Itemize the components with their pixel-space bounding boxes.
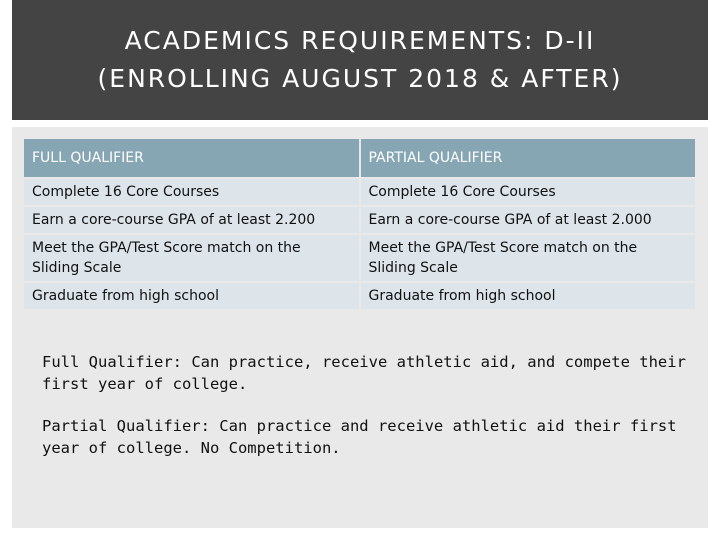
table-row: [24, 207, 695, 233]
slide-content-panel: [12, 127, 708, 528]
table-cell: Complete 16 Core Courses: [24, 179, 359, 205]
table-cell: Meet the GPA/Test Score match on the Sliding Scale: [361, 235, 696, 281]
column-header-full-qualifier: FULL QUALIFIER: [24, 139, 359, 177]
table-cell: Graduate from high school: [361, 283, 696, 309]
table-cell: Earn a core-course GPA of at least 2.000: [361, 207, 696, 233]
note-term: Partial Qualifier: [42, 417, 201, 435]
full-qualifier-note: [42, 351, 692, 395]
table-row: [24, 235, 695, 281]
qualifier-notes: [42, 351, 692, 479]
note-term: Full Qualifier: [42, 353, 173, 371]
slide-title-line-1: ACADEMICS REQUIREMENTS: D-II: [124, 26, 596, 55]
partial-qualifier-note: [42, 415, 692, 459]
note-text: : Can practice, receive athletic aid, and compete their first year of college.: [42, 353, 686, 393]
table-cell: Graduate from high school: [24, 283, 359, 309]
slide-title-line-2: (ENROLLING AUGUST 2018 & AFTER): [97, 64, 623, 93]
requirements-table: [22, 137, 697, 311]
table-row: [24, 179, 695, 205]
note-text: : Can practice and receive athletic aid their first year of college. No Competition.: [42, 417, 677, 457]
table-header-row: [24, 139, 695, 177]
table-row: [24, 283, 695, 309]
slide-title-bar: [12, 0, 708, 120]
column-header-partial-qualifier: PARTIAL QUALIFIER: [361, 139, 696, 177]
table-cell: Complete 16 Core Courses: [361, 179, 696, 205]
table-cell: Meet the GPA/Test Score match on the Sliding Scale: [24, 235, 359, 281]
table-cell: Earn a core-course GPA of at least 2.200: [24, 207, 359, 233]
